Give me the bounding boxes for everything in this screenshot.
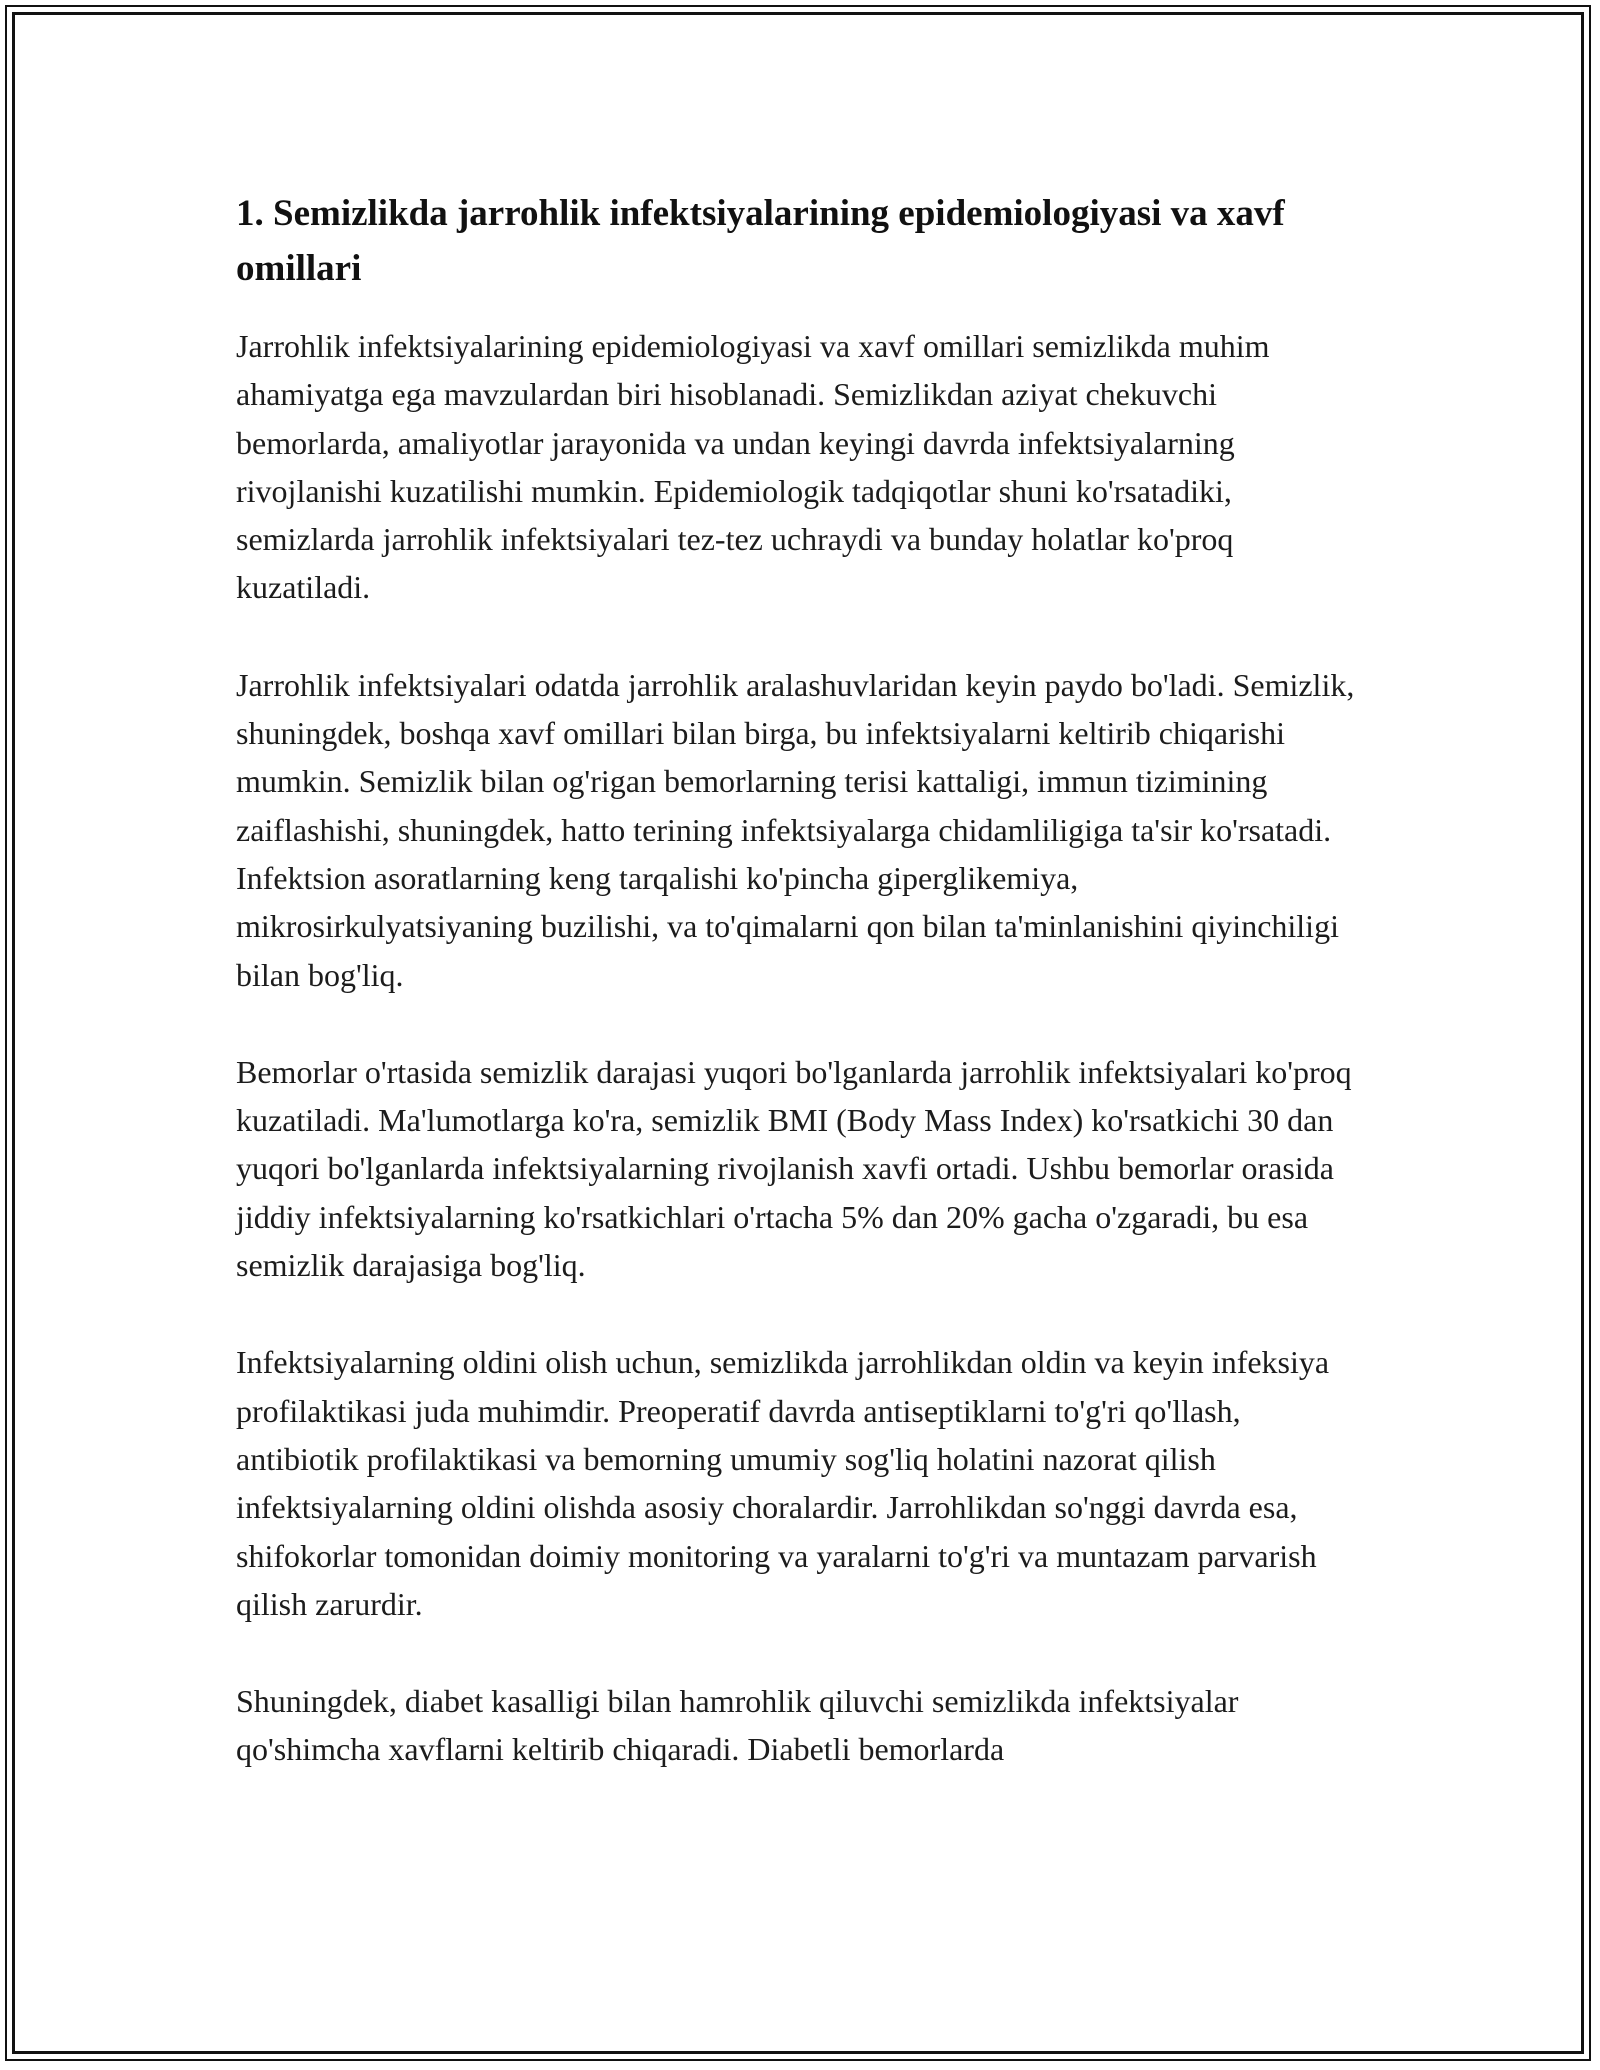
paragraph-5: Shuningdek, diabet kasalligi bilan hamrohlik qiluvchi semizlikda infektsiyalar qo'shimcha xavflarni keltirib chiqaradi. Diabetli bemorlarda bbox=[236, 1683, 1239, 1768]
paragraph-1: Jarrohlik infektsiyalarining epidemiologiyasi va xavf omillari semizlikda muhim ahamiyatga ega mavzulardan biri hisoblanadi. Semizlikdan aziyat chekuvchi bemorlarda, amaliyotlar jarayonida va undan keyingi davrda infektsiyalarning rivojlanishi kuzatilishi mumkin. Epidemiologik tadqiqotlar shuni ko'rsatadiki, semizlarda jarrohlik infektsiyalari tez-tez uchraydi va bunday holatlar ko'proq kuzatiladi. bbox=[236, 328, 1270, 606]
paragraph-3: Bemorlar o'rtasida semizlik darajasi yuqori bo'lganlarda jarrohlik infektsiyalari ko'proq kuzatiladi. Ma'lumotlarga ko'ra, semizlik BMI (Body Mass Index) ko'rsatkichi 30 dan yuqori bo'lganlarda infektsiyalarning rivojlanish xavfi ortadi. Ushbu bemorlar orasida jiddiy infektsiyalarning ko'rsatkichlari o'rtacha 5% dan 20% gacha o'zgaradi, bu esa semizlik darajasiga bog'liq. bbox=[236, 1053, 1352, 1284]
paragraph-2: Jarrohlik infektsiyalari odatda jarrohlik aralashuvlaridan keyin paydo bo'ladi. Semizlik, shuningdek, boshqa xavf omillari bilan birga, bu infektsiyalarni keltirib chiqarishi mumkin. Semizlik bilan og'rigan bemorlarning terisi kattaligi, immun tizimining zaiflashishi, shuningdek, hatto terining infektsiyalarga chidamliligiga ta'sir ko'rsatadi. Infektsion asoratlarning keng tarqalishi ko'pincha giperglikemiya, mikrosirkulyatsiyaning buzilishi, va to'qimalarni qon bilan ta'minlanishini qiyinchiligi bilan bog'liq. bbox=[236, 666, 1355, 993]
paragraph-4: Infektsiyalarning oldini olish uchun, semizlikda jarrohlikdan oldin va keyin infeksiya profilaktikasi juda muhimdir. Preoperatif davrda antiseptiklarni to'g'ri qo'llash, antibiotik profilaktikasi va bemorning umumiy sog'liq holatini nazorat qilish infektsiyalarning oldini olishda asosiy choralardir. Jarrohlikdan so'nggi davrda esa, shifokorlar tomonidan doimiy monitoring va yaralarni to'g'ri va muntazam parvarish qilish zarurdir. bbox=[236, 1344, 1330, 1622]
section-heading: 1. Semizlikda jarrohlik infektsiyalarining epidemiologiyasi va xavf omillari bbox=[236, 193, 1285, 289]
document-body bbox=[236, 186, 1366, 1823]
